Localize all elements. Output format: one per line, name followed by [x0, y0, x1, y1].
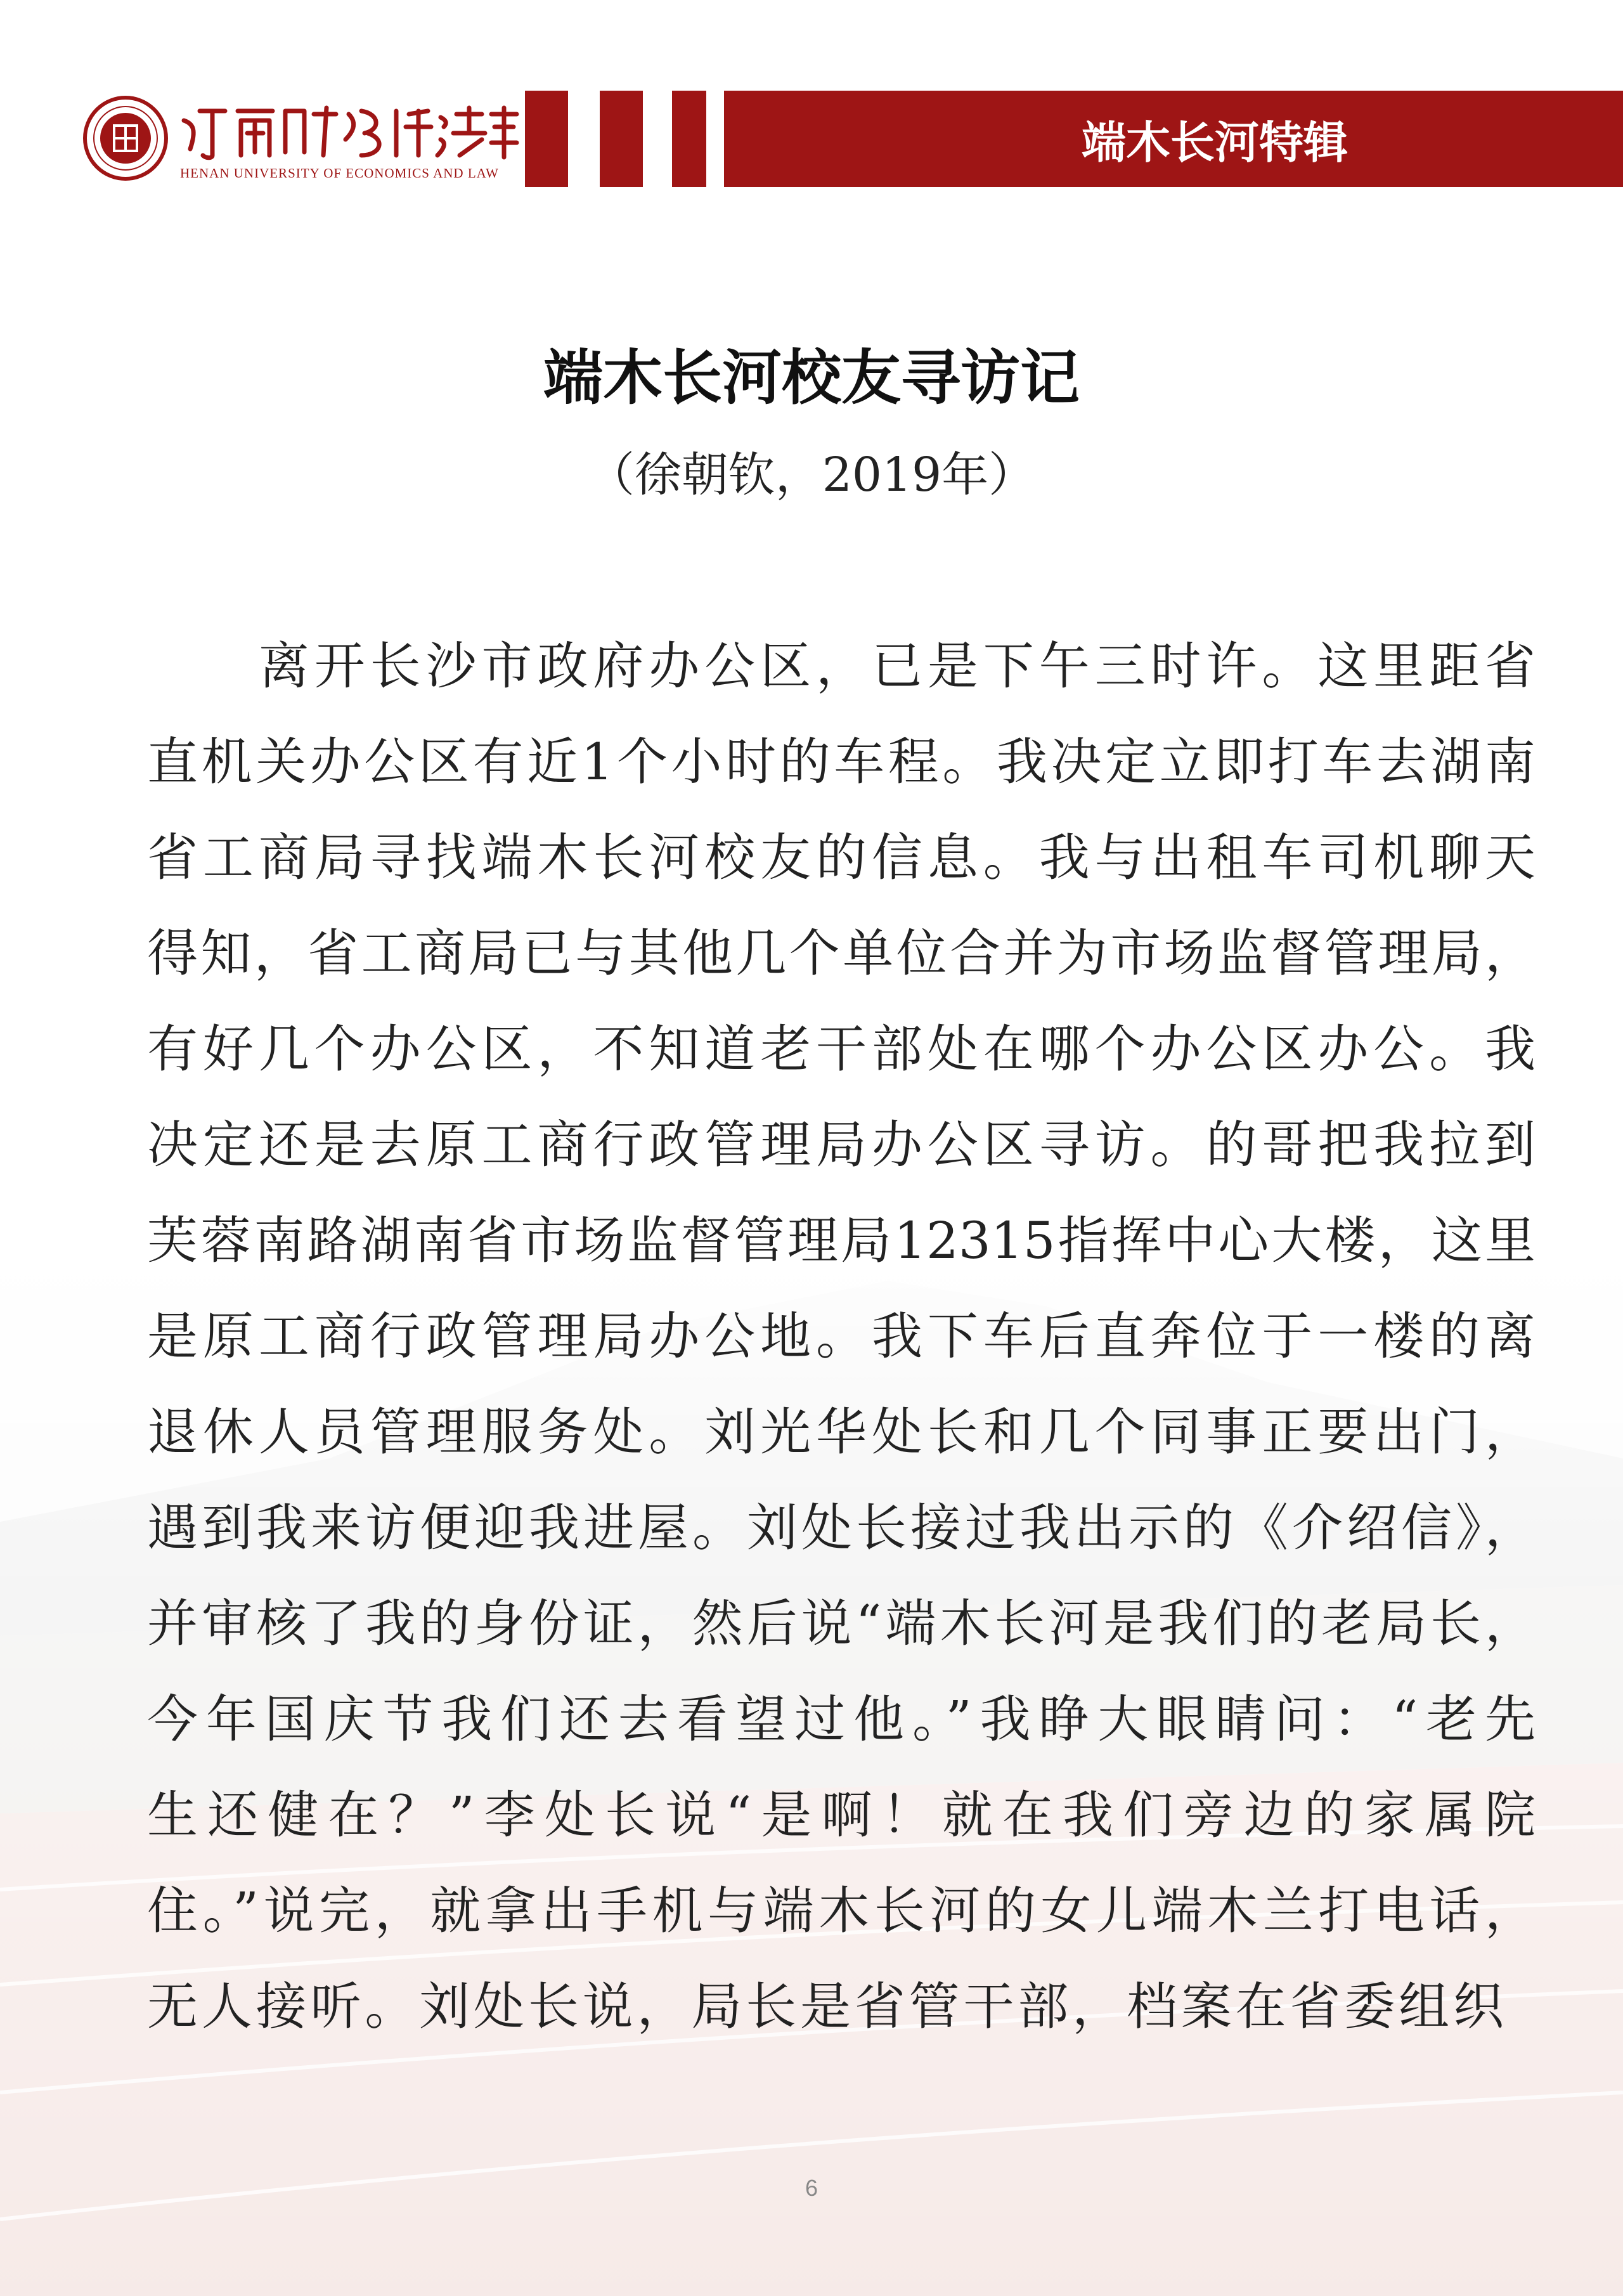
article-body	[147, 618, 1536, 2054]
section-tag: 端木长河特辑	[1082, 116, 1348, 169]
page-number: 6	[805, 2175, 818, 2201]
body-line: 遇到我来访便迎我进屋。刘处长接过我出示的《介绍信》，	[147, 1498, 1536, 1557]
body-line: 决定还是去原工商行政管理局办公区寻访。的哥把我拉到	[147, 1115, 1536, 1174]
body-line: 退休人员管理服务处。刘光华处长和几个同事正要出门，	[147, 1403, 1536, 1462]
header-stripe-2	[600, 91, 643, 187]
body-line: 住。”说完，就拿出手机与端木长河的女儿端木兰打电话，	[147, 1881, 1536, 1940]
body-line: 离开长沙市政府办公区，已是下午三时许。这里距省	[147, 637, 1536, 696]
article-title: 端木长河校友寻访记	[543, 344, 1080, 413]
header-stripe-3	[672, 91, 706, 187]
header-stripe-1	[525, 91, 568, 187]
body-line: 今年国庆节我们还去看望过他。”我睁大眼睛问：“老先	[147, 1690, 1536, 1749]
body-line: 生还健在？”李处长说“是啊！就在我们旁边的家属院	[147, 1786, 1536, 1845]
body-line: 无人接听。刘处长说，局长是省管干部，档案在省委组织	[147, 1977, 1504, 2036]
body-line: 直机关办公区有近1个小时的车程。我决定立即打车去湖南	[147, 732, 1536, 791]
body-line: 省工商局寻找端木长河校友的信息。我与出租车司机聊天	[147, 828, 1536, 887]
body-line: 有好几个办公区，不知道老干部处在哪个办公区办公。我	[147, 1020, 1536, 1079]
body-line: 得知，省工商局已与其他几个单位合并为市场监督管理局，	[147, 924, 1536, 983]
article-byline: （徐朝钦，2019年）	[587, 448, 1036, 502]
university-seal-logo	[81, 94, 170, 183]
body-line: 芙蓉南路湖南省市场监督管理局12315指挥中心大楼，这里	[147, 1211, 1536, 1270]
university-wordmark	[178, 95, 520, 184]
body-line: 是原工商行政管理局办公地。我下车后直奔位于一楼的离	[147, 1307, 1536, 1366]
body-line: 并审核了我的身份证，然后说“端木长河是我们的老局长，	[147, 1594, 1536, 1653]
logo-subtitle: HENAN UNIVERSITY OF ECONOMICS AND LAW	[180, 165, 499, 181]
